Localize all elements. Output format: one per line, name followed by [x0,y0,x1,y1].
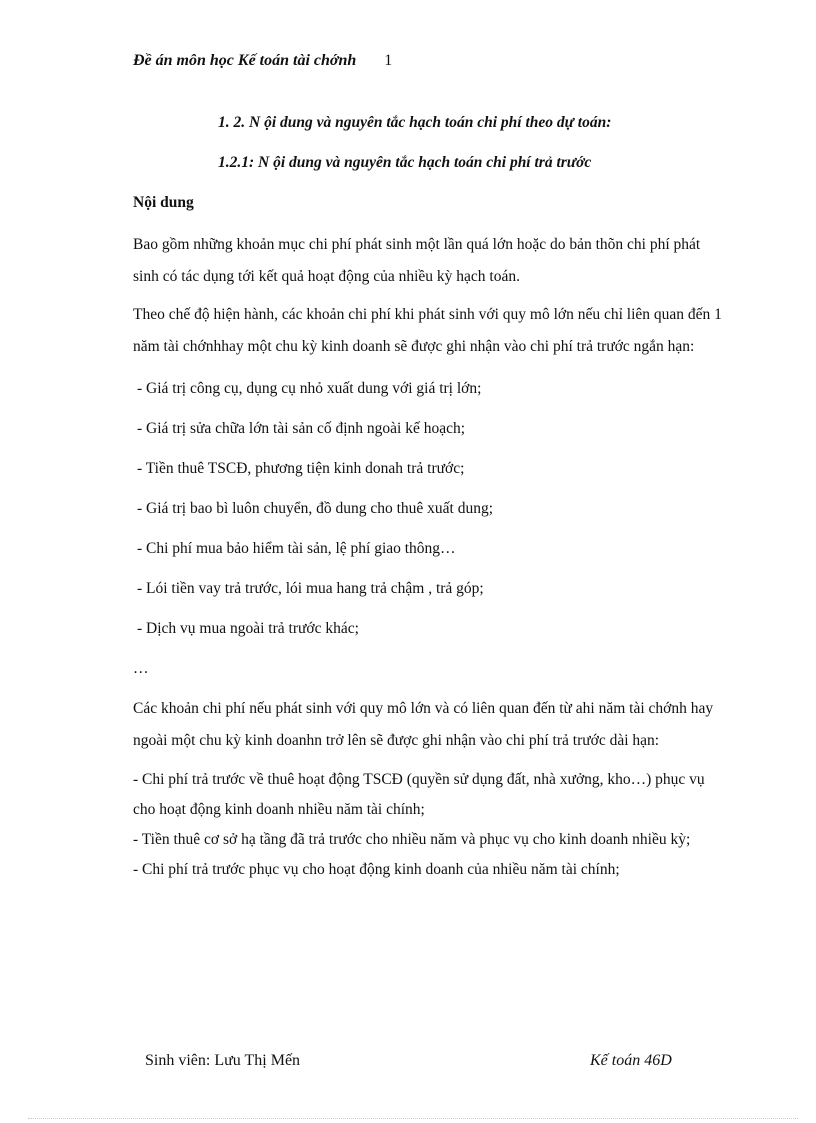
page-header [133,52,392,70]
footer-student: Sinh viên: Lưu Thị Mến [145,1052,301,1069]
list-item: - Tiền thuê cơ sở hạ tầng đã trả trước cho nhiều năm và phục vụ cho kinh doanh nhiều kỳ; [133,831,691,848]
footer-class: Kế toán 46D [590,1052,672,1069]
list-item: - Chi phí trả trước phục vụ cho hoạt động kinh doanh của nhiều năm tài chính; [133,861,620,878]
list-item: - Giá trị công cụ, dụng cụ nhỏ xuất dung với giá trị lớn; [137,380,482,397]
list-item: - Dịch vụ mua ngoài trả trước khác; [137,620,359,637]
section-heading: 1. 2. N ội dung và nguyên tắc hạch toán chi phí theo dự toán: [218,114,612,131]
list-item: - Giá trị bao bì luôn chuyển, đồ dung cho thuê xuất dung; [137,500,494,517]
paragraph-long-term: Các khoản chi phí nếu phát sinh với quy mô lớn và có liên quan đến từ ahi năm tài chớnh hay ngoài một chu kỳ kinh doanhn trở lên sẽ được ghi nhận vào chi phí trả trước dài hạn: [133,700,714,749]
page-bottom-divider [28,1118,798,1119]
list-ellipsis: … [133,660,149,677]
page-number: 1 [384,52,393,69]
header-title: Đề án môn học Kế toán tài chớnh [133,52,357,69]
list-item: - Chi phí trả trước về thuê hoạt động TSCĐ (quyền sử dụng đất, nhà xưởng, kho…) phục vụ cho hoạt động kinh doanh nhiều năm tài chính; [133,771,705,818]
subsection-heading: 1.2.1: N ội dung và nguyên tắc hạch toán chi phí trả trước [218,154,592,171]
content-subheading: Nội dung [133,194,194,211]
list-item: - Lói tiền vay trả trước, lói mua hang trả chậm , trả góp; [137,580,484,597]
list-item: - Giá trị sửa chữa lớn tài sản cố định ngoài kế hoạch; [137,420,466,437]
paragraph-short-term: Theo chế độ hiện hành, các khoản chi phí khi phát sinh với quy mô lớn nếu chỉ liên quan đến 1 năm tài chớnhhay một chu kỳ kinh doanh sẽ được ghi nhận vào chi phí trả trước ngắn hạn: [133,306,722,355]
paragraph-definition: Bao gồm những khoản mục chi phí phát sinh một lần quá lớn hoặc do bản thõn chi phí phát sinh có tác dụng tới kết quả hoạt động của nhiều kỳ hạch toán. [133,236,701,285]
list-item: - Tiền thuê TSCĐ, phương tiện kinh donah trả trước; [137,460,465,477]
list-item: - Chi phí mua bảo hiểm tài sản, lệ phí giao thông… [137,540,456,557]
body-content [133,193,723,885]
